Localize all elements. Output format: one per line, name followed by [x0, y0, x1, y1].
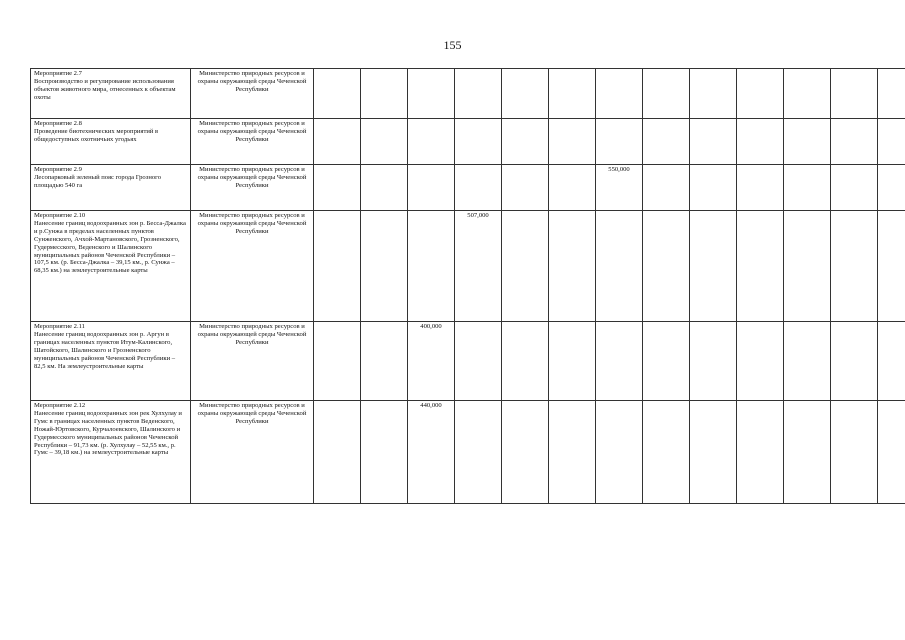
- measure-title: Мероприятие 2.7: [34, 70, 82, 77]
- funding-cell: [455, 165, 502, 211]
- funding-cell: [361, 211, 408, 322]
- measure-title: Мероприятие 2.11: [34, 323, 85, 330]
- measure-title: Мероприятие 2.8: [34, 120, 82, 127]
- table-row: [31, 69, 905, 119]
- funding-cell: [737, 322, 784, 401]
- table-row: [31, 165, 905, 211]
- table-row: [31, 401, 905, 504]
- funding-cell: [549, 401, 596, 504]
- funding-cell: [502, 322, 549, 401]
- funding-cell: [314, 119, 361, 165]
- funding-cell: [643, 165, 690, 211]
- funding-cell: [784, 119, 831, 165]
- funding-cell: [690, 119, 737, 165]
- measure-cell: [31, 401, 191, 504]
- funding-cell: [878, 211, 905, 322]
- funding-cell: [361, 69, 408, 119]
- executor-cell: Министерство природных ресурсов и охраны окружающей среды Чеченской Республики: [191, 322, 314, 401]
- executor-cell: Министерство природных ресурсов и охраны окружающей среды Чеченской Республики: [191, 401, 314, 504]
- funding-cell: [643, 211, 690, 322]
- funding-cell: [502, 69, 549, 119]
- funding-cell: [502, 211, 549, 322]
- page-number: 155: [443, 38, 462, 52]
- funding-cell: [549, 69, 596, 119]
- funding-cell: [455, 119, 502, 165]
- funding-cell: [690, 211, 737, 322]
- funding-cell: 507,000: [455, 211, 502, 322]
- funding-cell: 440,000: [408, 401, 455, 504]
- program-table: [30, 68, 905, 504]
- funding-cell: [784, 69, 831, 119]
- funding-cell: [549, 119, 596, 165]
- funding-cell: [643, 119, 690, 165]
- funding-cell: [643, 322, 690, 401]
- funding-cell: [784, 211, 831, 322]
- funding-cell: [549, 211, 596, 322]
- measure-description: Лесопарковый зеленый пояс города Грозного площадью 540 га: [34, 173, 161, 189]
- funding-cell: [831, 69, 878, 119]
- funding-cell: [455, 69, 502, 119]
- funding-cell: [314, 69, 361, 119]
- funding-cell: [737, 119, 784, 165]
- funding-cell: [878, 322, 905, 401]
- funding-cell: [831, 165, 878, 211]
- funding-cell: [408, 165, 455, 211]
- measure-title: Мероприятие 2.12: [34, 402, 86, 409]
- funding-cell: [361, 401, 408, 504]
- funding-cell: [831, 211, 878, 322]
- funding-cell: [831, 401, 878, 504]
- measure-cell: [31, 322, 191, 401]
- funding-cell: [408, 211, 455, 322]
- funding-cell: [878, 69, 905, 119]
- executor-cell: Министерство природных ресурсов и охраны окружающей среды Чеченской Республики: [191, 69, 314, 119]
- funding-cell: [314, 401, 361, 504]
- funding-cell: 400,000: [408, 322, 455, 401]
- executor-cell: Министерство природных ресурсов и охраны окружающей среды Чеченской Республики: [191, 165, 314, 211]
- measure-title: Мероприятие 2.10: [34, 212, 86, 219]
- measure-description: Нанесение границ водоохранных зон р. Аргун в границах населенных пунктов Итум-Калинского, Шатойского, Шалинского и Грозненского муниципальных районов Чеченской Республики – 82,5 км. На землеустроительные карты: [34, 330, 176, 370]
- measure-description: Проведение биотехнических мероприятий в общедоступных охотничьих угодьях: [34, 127, 159, 143]
- measure-description: Нанесение границ водоохранных зон р. Бесса-Джалка и р.Сунжа в пределах населенных пунктов Сунженского, Ачхой-Мартановского, Грозненского, Гудермесского, Веденского и Шалинского муниципальных районов Чеченской Республики – 107,5 км. (р. Бесса-Джалка – 39,15 км., р. Сунжа – 68,35 км.) на землеустроительные карты: [34, 219, 186, 275]
- funding-cell: [784, 322, 831, 401]
- table-row: [31, 322, 905, 401]
- funding-cell: [314, 165, 361, 211]
- executor-cell: Министерство природных ресурсов и охраны окружающей среды Чеченской Республики: [191, 211, 314, 322]
- funding-cell: [643, 401, 690, 504]
- table-row: [31, 119, 905, 165]
- funding-cell: [737, 165, 784, 211]
- funding-cell: [502, 401, 549, 504]
- funding-cell: [596, 119, 643, 165]
- funding-cell: [878, 119, 905, 165]
- funding-cell: [690, 401, 737, 504]
- measure-cell: [31, 211, 191, 322]
- funding-cell: [455, 401, 502, 504]
- funding-cell: [878, 401, 905, 504]
- measure-cell: [31, 69, 191, 119]
- funding-cell: [737, 401, 784, 504]
- funding-cell: [549, 322, 596, 401]
- funding-cell: [502, 165, 549, 211]
- funding-cell: [831, 119, 878, 165]
- executor-cell: Министерство природных ресурсов и охраны окружающей среды Чеченской Республики: [191, 119, 314, 165]
- funding-cell: 550,000: [596, 165, 643, 211]
- funding-cell: [737, 69, 784, 119]
- funding-cell: [784, 401, 831, 504]
- funding-cell: [596, 401, 643, 504]
- measure-description: Воспроизводство и регулирование использования объектов животного мира, отнесенных к объектам охоты: [34, 77, 176, 101]
- funding-cell: [502, 119, 549, 165]
- funding-cell: [878, 165, 905, 211]
- funding-cell: [549, 165, 596, 211]
- funding-cell: [361, 322, 408, 401]
- table-row: [31, 211, 905, 322]
- funding-cell: [643, 69, 690, 119]
- funding-cell: [737, 211, 784, 322]
- funding-cell: [408, 69, 455, 119]
- measure-title: Мероприятие 2.9: [34, 166, 82, 173]
- funding-cell: [596, 211, 643, 322]
- funding-cell: [314, 211, 361, 322]
- funding-cell: [455, 322, 502, 401]
- funding-cell: [784, 165, 831, 211]
- funding-cell: [596, 69, 643, 119]
- funding-cell: [831, 322, 878, 401]
- funding-cell: [408, 119, 455, 165]
- funding-cell: [361, 165, 408, 211]
- measure-cell: [31, 165, 191, 211]
- measure-cell: [31, 119, 191, 165]
- funding-cell: [314, 322, 361, 401]
- funding-cell: [361, 119, 408, 165]
- measure-description: Нанесение границ водоохранных зон рек Хулхулау и Гумс в границах населенных пунктов Веденского, Ножай-Юртовского, Курчалоевского, Шалинского и Гудермесского муниципальных районов Чеченской Республики – 91,73 км. (р. Хулхулау – 52,55 км., р. Гумс – 39,18 км.) на землеустроительные карты: [34, 409, 182, 457]
- funding-cell: [596, 322, 643, 401]
- funding-cell: [690, 322, 737, 401]
- funding-cell: [690, 69, 737, 119]
- funding-cell: [690, 165, 737, 211]
